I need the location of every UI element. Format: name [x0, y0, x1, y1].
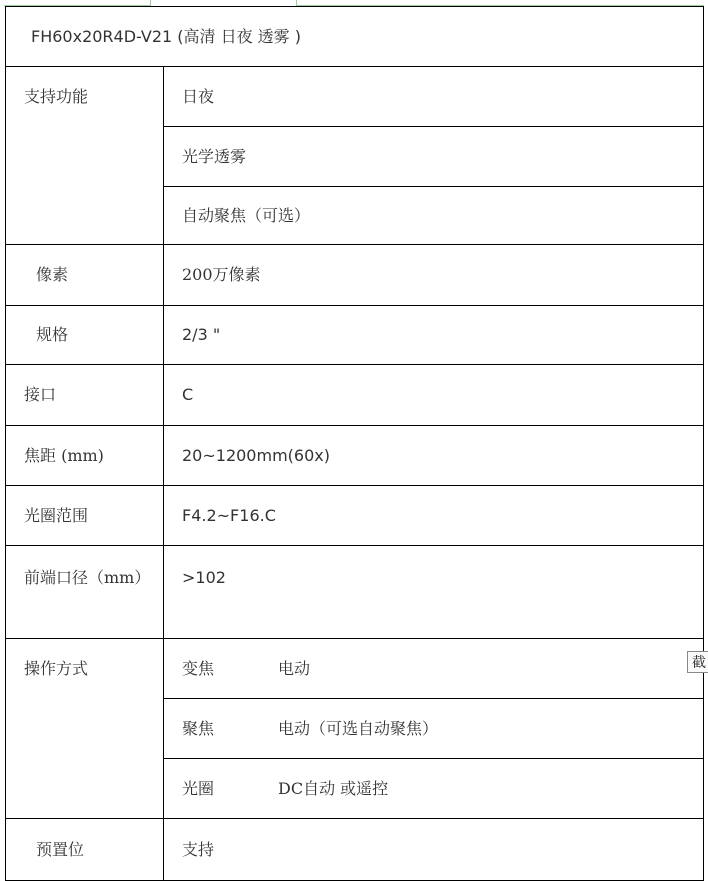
pixels-value: 200万像素 [164, 245, 704, 306]
operation-label: 操作方式 [6, 639, 164, 819]
interface-label: 接口 [6, 365, 164, 426]
front-value: >102 [164, 546, 704, 639]
table-row [6, 306, 704, 365]
operation-mode-iris [164, 759, 704, 819]
support-label: 支持功能 [6, 67, 164, 245]
side-tooltip[interactable]: 截 [687, 651, 708, 673]
interface-value: C [164, 365, 704, 426]
focal-label: 焦距 (mm) [6, 426, 164, 486]
pixels-label: 像素 [6, 245, 164, 306]
spec-table [5, 6, 704, 881]
aperture-value: F4.2~F16.C [164, 486, 704, 546]
mode-key: 聚焦 [182, 718, 215, 738]
table-row [6, 245, 704, 306]
support-item-autofocus: 自动聚焦（可选） [164, 187, 704, 245]
mode-value: DC自动 或遥控 [278, 778, 389, 798]
operation-mode-zoom [164, 639, 704, 699]
preset-value: 支持 [164, 819, 704, 881]
support-item-day-night: 日夜 [164, 67, 704, 127]
mode-key: 变焦 [182, 658, 215, 678]
mode-value: 电动 [278, 658, 311, 678]
table-row [6, 67, 704, 127]
table-row [6, 426, 704, 486]
aperture-label: 光圈范围 [6, 486, 164, 546]
title-row [6, 7, 704, 67]
mode-value: 电动（可选自动聚焦） [278, 718, 439, 738]
table-row [6, 819, 704, 881]
focal-value: 20~1200mm(60x) [164, 426, 704, 486]
table-row [6, 639, 704, 699]
preset-label: 预置位 [6, 819, 164, 881]
spec-label: 规格 [6, 306, 164, 365]
table-row [6, 365, 704, 426]
front-label: 前端口径（mm） [6, 546, 164, 639]
product-title: FH60x20R4D-V21 (高清 日夜 透雾 ) [6, 7, 704, 67]
table-row [6, 546, 704, 639]
spec-value: 2/3 " [164, 306, 704, 365]
table-row [6, 486, 704, 546]
operation-mode-focus [164, 699, 704, 759]
mode-key: 光圈 [182, 778, 215, 798]
support-item-defog: 光学透雾 [164, 127, 704, 187]
